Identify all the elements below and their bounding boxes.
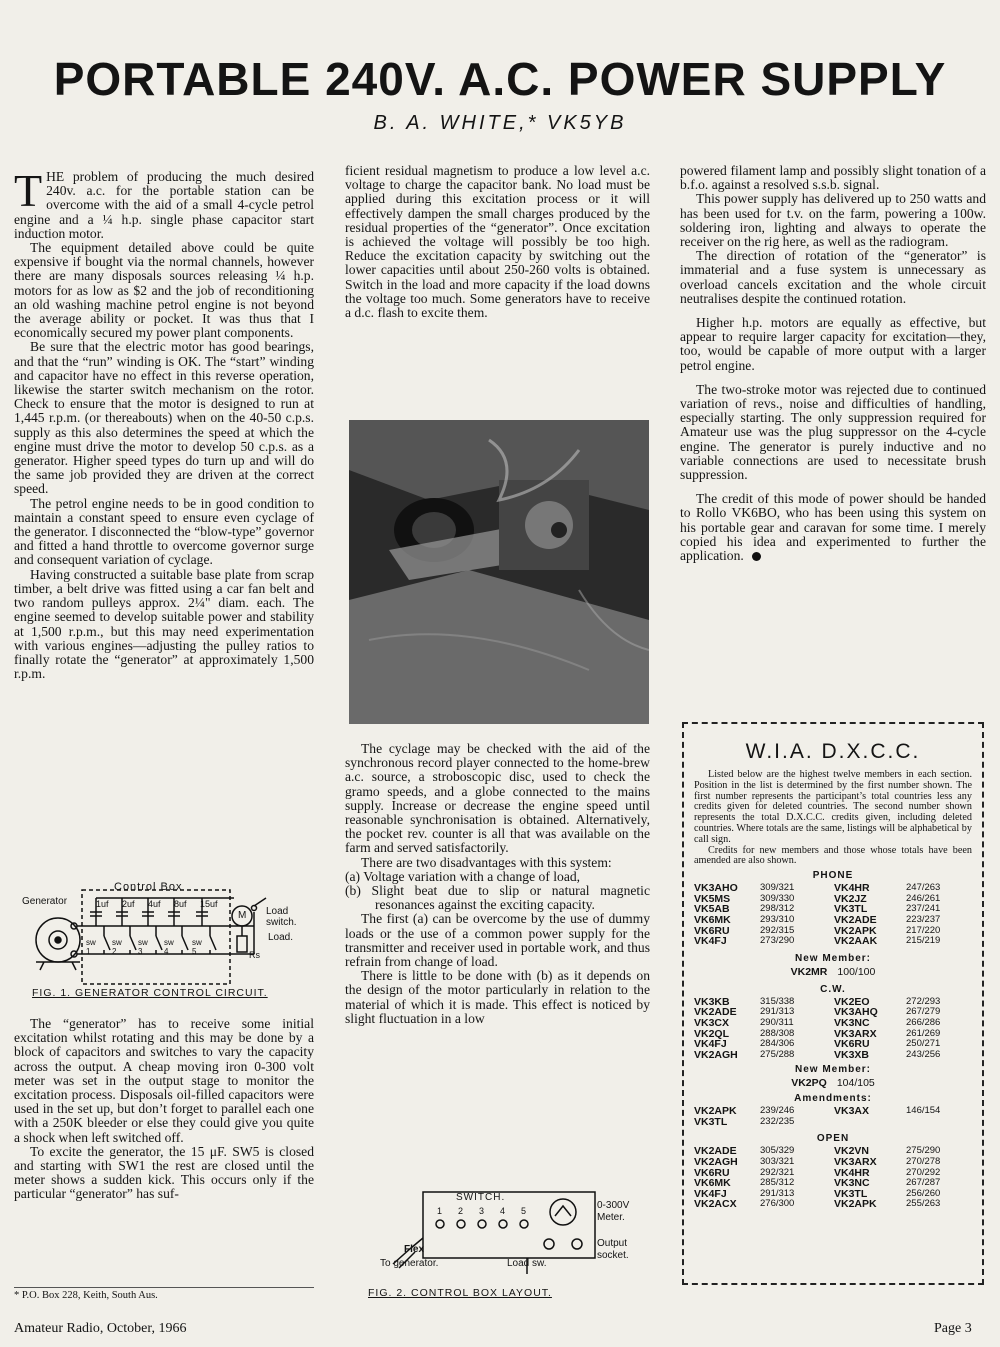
call-sign: VK3ARX bbox=[834, 1156, 877, 1169]
call-sign: VK5AB bbox=[694, 903, 730, 916]
paragraph: The petrol engine needs to be in good condition to maintain a constant speed to ensure even cyclage of the generator. I disconnected the “blow-type” governor and fitted a hand throttle to overcome governor surge and consequent variation of cyclage. bbox=[14, 495, 314, 568]
score: 270/292 bbox=[906, 1166, 941, 1178]
score: 270/278 bbox=[906, 1156, 941, 1168]
call-sign: VK2QL bbox=[694, 1027, 730, 1040]
paragraph: There are two disadvantages with this system: bbox=[361, 854, 612, 870]
score: 285/312 bbox=[760, 1177, 795, 1189]
score: 293/310 bbox=[760, 913, 795, 925]
dxcc-row bbox=[694, 1199, 972, 1210]
paragraph: The cyclage may be checked with the aid of the synchronous record player connected to the home-brew a.c. source, a stroboscopic disc, used to check the gramo speeds, and a globe connected to the mains supply. Increase or decrease the engine speed until reasonable synchronisation is obtained. Alternatively, the pocket rev. counter is all that was available on the farm and served satisfactorily. bbox=[345, 741, 650, 856]
score: 315/338 bbox=[760, 995, 795, 1007]
call-sign: VK4HR bbox=[834, 882, 870, 895]
call-sign: VK2AGH bbox=[694, 1048, 738, 1061]
score: 267/279 bbox=[906, 1006, 941, 1018]
dxcc-section-heading: PHONE bbox=[812, 870, 854, 882]
call-sign: VK2ADE bbox=[694, 1006, 737, 1019]
call-sign: VK3TL bbox=[694, 1115, 728, 1128]
call-sign: VK6RU bbox=[694, 924, 730, 937]
score: 266/286 bbox=[906, 1016, 941, 1028]
score: 284/306 bbox=[760, 1038, 795, 1050]
fig1-cap-label: 2uf bbox=[122, 899, 135, 909]
call-sign: VK6MK bbox=[694, 1177, 731, 1190]
score: 276/300 bbox=[760, 1198, 795, 1210]
score: 217/220 bbox=[906, 924, 941, 936]
fig2-output-label: Output socket. bbox=[597, 1238, 629, 1261]
dxcc-table-open bbox=[694, 1146, 972, 1210]
fig1-box-label: Control Box bbox=[114, 881, 183, 893]
fig2-switch-number: 3 bbox=[479, 1206, 485, 1216]
score: 256/260 bbox=[906, 1187, 941, 1199]
footer-page-number: Page 3 bbox=[934, 1321, 972, 1336]
score: 309/330 bbox=[760, 892, 795, 904]
engine-photo bbox=[349, 420, 649, 724]
dxcc-section-heading: OPEN bbox=[816, 1133, 850, 1145]
column-1 bbox=[14, 165, 314, 682]
score: 275/288 bbox=[760, 1048, 795, 1060]
dxcc-subheading: New Member: bbox=[794, 1064, 871, 1076]
article-title: PORTABLE 240V. A.C. POWER SUPPLY bbox=[53, 53, 947, 105]
column-2 bbox=[345, 164, 650, 320]
fig1-switch-label: sw 1 bbox=[86, 938, 96, 956]
score: 273/290 bbox=[760, 935, 795, 947]
dxcc-row bbox=[694, 915, 972, 926]
paragraph: ficient residual magnetism to produce a low level a.c. voltage to charge the capacitor bank. No load must be applied during this excitation process or it will effectively dampen the small charges produced by the residual properties of the “generator”. Once excitation is achieved the voltage will possibly be too high. Reduce the excitation capacity by switching out the lower capacities until about 250-260 volts is obtained. Switch in the load and more capacity if the load downs the voltage too much. Some generators have to receive a d.c. flash to excite them. bbox=[345, 163, 650, 321]
score: 232/235 bbox=[760, 1115, 795, 1127]
fig1-load-label: Load. bbox=[268, 932, 294, 943]
list-item: (b) Slight beat due to slip or natural magnetic resonances against the exciting capacity. bbox=[345, 883, 650, 913]
score: 239/246 bbox=[760, 1105, 795, 1117]
score: 261/269 bbox=[906, 1027, 941, 1039]
score bbox=[906, 1117, 966, 1128]
score: 291/313 bbox=[760, 1187, 795, 1199]
call-sign: VK2ADE bbox=[834, 913, 877, 926]
call-sign: VK2ACX bbox=[694, 1198, 737, 1211]
call-sign: VK2EO bbox=[834, 995, 870, 1008]
fig2-caption: FIG. 2. CONTROL BOX LAYOUT. bbox=[368, 1287, 552, 1299]
call-sign: VK2APK bbox=[694, 1105, 737, 1118]
call-sign: VK3NC bbox=[834, 1016, 870, 1029]
call-sign: VK2VN bbox=[834, 1145, 870, 1158]
paragraph: THE problem of producing the much desired 240v. a.c. for the portable station can be overcome with the aid of a small 4-cycle petrol engine and a ¼ h.p. single phase capacitor start induction motor. bbox=[14, 165, 314, 241]
score: 223/237 bbox=[906, 913, 941, 925]
dxcc-subheading: Amendments: bbox=[794, 1093, 872, 1105]
fig1-switch-label: sw 5 bbox=[192, 938, 202, 956]
paragraph: Be sure that the electric motor has good bearings, and that the “run” winding is OK. The “start” winding and capacitor have no effect in this reverse operation, likewise the starter switch mechanism on the rotor. Check to ensure that the motor is designed to run at 1,445 r.p.m. (or thereabouts) when on the 40-50 c.p.s. supply as this also determines the speed at which the engine must drive the motor to develop 50 c.p.s. as a generator. Higher speed types do turn up and will do the same job provided they are driven at the correct speed. bbox=[14, 339, 314, 497]
dxcc-subheading: New Member: bbox=[794, 952, 871, 964]
call-sign: VK2ADE bbox=[694, 1145, 737, 1158]
paragraph: The credit of this mode of power should be handed to Rollo VK6BO, who has been using this system on his portable gear and caravan for some time. I merely copied his idea and experimented to further the application. bbox=[680, 491, 986, 564]
footnote: * P.O. Box 228, Keith, South Aus. bbox=[14, 1287, 314, 1301]
call-sign: VK2APK bbox=[834, 924, 877, 937]
end-mark bbox=[752, 552, 761, 561]
call-sign: VK3AHO bbox=[694, 882, 738, 895]
score: 255/263 bbox=[906, 1198, 941, 1210]
fig1-caption: FIG. 1. GENERATOR CONTROL CIRCUIT. bbox=[32, 987, 268, 999]
fig1-cap-label: 1uf bbox=[96, 899, 109, 909]
score: 267/287 bbox=[906, 1177, 941, 1189]
fig2-switch-number: 4 bbox=[500, 1206, 506, 1216]
call-sign: VK6MK bbox=[694, 913, 731, 926]
dxcc-table-phone bbox=[694, 883, 972, 947]
score: 298/312 bbox=[760, 903, 795, 915]
article-byline: B. A. WHITE,* VK5YB bbox=[373, 112, 627, 134]
call-sign: VK2AAK bbox=[834, 935, 878, 948]
call-sign: VK3CX bbox=[694, 1016, 730, 1029]
paragraph: powered filament lamp and possibly slight tonation of a b.f.o. against a resolved s.s.b. signal. bbox=[680, 163, 986, 193]
fig2-flex-label: Flex bbox=[404, 1244, 425, 1255]
score: 305/329 bbox=[760, 1145, 795, 1157]
call-sign: VK6RU bbox=[694, 1166, 730, 1179]
dxcc-intro: Listed below are the highest twelve members in each section. Position in the list is determined by the first number shown. The first number represents the participant’s total countries less any credits given for deleted countries. The second number shown represents the total D.X.C.C. credits given, including deleted countries. Where totals are the same, listings will be alphabetical by call sign. bbox=[694, 769, 972, 845]
score: 146/154 bbox=[906, 1105, 941, 1117]
score: 292/315 bbox=[760, 924, 795, 936]
dxcc-table-amendments bbox=[694, 1106, 972, 1127]
call-sign: VK2AGH bbox=[694, 1156, 738, 1169]
call-sign: VK2JZ bbox=[834, 892, 867, 905]
dxcc-new-member: VK2PQ 104/105 bbox=[791, 1077, 875, 1090]
dxcc-title: W.I.A. D.X.C.C. bbox=[745, 740, 921, 763]
dxcc-row bbox=[694, 936, 972, 947]
score: 291/313 bbox=[760, 1006, 795, 1018]
drop-cap: T bbox=[14, 165, 43, 216]
paragraph: The two-stroke motor was rejected due to continued variation of revs., noise and difficulties of handling, especially starting. The only suppression required for Amateur use was the plug suppressor on the 4-cycle engine. The generator is purely inductive and no variable connections are used to necessitate brush suppression. bbox=[680, 381, 986, 483]
footer-publication: Amateur Radio, October, 1966 bbox=[14, 1321, 187, 1336]
paragraph: The first (a) can be overcome by the use of dummy loads or the use of a common power supply for the transmitter and receiver used in portable work, and thus refrain from change of load. bbox=[345, 911, 650, 970]
paragraph: The direction of rotation of the “generator” is immaterial and a fuse system is unnecessary as overload cancels excitation and the whole circuit neutralises despite the continued rotation. bbox=[680, 248, 986, 306]
fig2-to-generator-label: To generator. bbox=[380, 1258, 439, 1269]
score: 309/321 bbox=[760, 882, 795, 894]
fig2-switch-number: 5 bbox=[521, 1206, 527, 1216]
fig1-motor-label: M bbox=[238, 910, 247, 921]
score: 272/293 bbox=[906, 995, 941, 1007]
paragraph: Higher h.p. motors are equally as effective, but appear to require larger capacity for excitation—they, too, would be capable of more output with a larger petrol engine. bbox=[680, 315, 986, 373]
call-sign: VK2APK bbox=[834, 1198, 877, 1211]
fig2-switch-label: SWITCH. bbox=[456, 1192, 506, 1203]
call-sign: VK5MS bbox=[694, 892, 731, 905]
call-sign: VK3AX bbox=[834, 1105, 870, 1118]
fig2-switch-number: 1 bbox=[437, 1206, 443, 1216]
fig1-resistor-label: Rs bbox=[249, 950, 260, 960]
column-3 bbox=[680, 164, 986, 563]
dxcc-row bbox=[694, 1018, 972, 1029]
engine-photo-image bbox=[349, 420, 649, 724]
score: 292/321 bbox=[760, 1166, 795, 1178]
score: 215/219 bbox=[906, 935, 941, 947]
call-sign: VK4FJ bbox=[694, 935, 727, 948]
fig1-cap-label: 15uf bbox=[200, 899, 218, 909]
fig1-switch-label: sw 4 bbox=[164, 938, 174, 956]
dxcc-row bbox=[694, 1106, 972, 1117]
call-sign: VK4FJ bbox=[694, 1038, 727, 1051]
score: 246/261 bbox=[906, 892, 941, 904]
paragraph: The equipment detailed above could be quite expensive if bought via the normal channels, however there are many disposals sources releasing ¼ h.p. motors for as low as $2 and the job of reconditioning an old washing machine petrol engine is not beyond the average ability or pocket. It was thus that I economically secured my power plant components. bbox=[14, 240, 314, 341]
call-sign: VK6RU bbox=[834, 1038, 870, 1051]
fig1-switch-label: sw 3 bbox=[138, 938, 148, 956]
call-sign: VK3KB bbox=[694, 995, 730, 1008]
call-sign: VK3TL bbox=[834, 1187, 868, 1200]
score: 247/263 bbox=[906, 882, 941, 894]
paragraph: To excite the generator, the 15 μF. SW5 is closed and starting with SW1 the rest are closed until the meter shows a sudden kick. This occurs only if the particular “generator” has suf- bbox=[14, 1143, 314, 1202]
call-sign: VK4FJ bbox=[694, 1187, 727, 1200]
list-item: (a) Voltage variation with a change of load, bbox=[345, 868, 581, 884]
call-sign: VK3TL bbox=[834, 903, 868, 916]
paragraph: The “generator” has to receive some initial excitation whilst rotating and this may be done by a block of capacitors and switches to vary the capacity across the output. A cheap moving iron 0-300 volt meter was set in the output stage to monitor the excitation process. Disposals oil-filled capacitors were used in the set up, but don’t forget to parallel each one with a 250K bleeder or else they could give you quite a shock when left switched off. bbox=[14, 1016, 314, 1145]
paragraph: Having constructed a suitable base plate from scrap timber, a belt drive was fitted using a car fan belt and two random pulleys approx. 2¼" diam. each. The engine seemed to develop suitable power and stability at 1,500 r.p.m., but this may need experimentation with various engines—adjusting the pulley ratios to finally rotate the “generator” at approximately 1,500 r.p.m. bbox=[14, 566, 314, 682]
fig1-load-switch-label: Load switch. bbox=[266, 906, 297, 928]
paragraph: This power supply has delivered up to 250 watts and has been used for t.v. on the farm, powering a 100w. soldering iron, lighting and always to operate the receiver on the rig here, as well as the radiogram. bbox=[680, 191, 986, 250]
fig1-cap-label: 8uf bbox=[174, 899, 187, 909]
score: 243/256 bbox=[906, 1048, 941, 1060]
dxcc-row bbox=[694, 1050, 972, 1061]
call-sign: VK3AHQ bbox=[834, 1006, 878, 1019]
fig2-load-sw-label: Load sw. bbox=[507, 1258, 547, 1269]
fig2-switch-number: 2 bbox=[458, 1206, 464, 1216]
column-2-continued bbox=[345, 742, 650, 1026]
score: 237/241 bbox=[906, 903, 941, 915]
call-sign: VK3NC bbox=[834, 1177, 870, 1190]
dxcc-new-member: VK2MR 100/100 bbox=[790, 965, 876, 978]
column-1-continued bbox=[14, 1017, 314, 1202]
fig1-switch-label: sw 2 bbox=[112, 938, 122, 956]
dxcc-listing-box bbox=[682, 722, 984, 1285]
dxcc-intro: Credits for new members and those whose totals have been amended are also shown. bbox=[694, 844, 972, 867]
dxcc-section-heading: C.W. bbox=[820, 983, 846, 995]
dxcc-row bbox=[694, 1117, 972, 1128]
call-sign: VK4HR bbox=[834, 1166, 870, 1179]
score: 290/311 bbox=[760, 1016, 794, 1028]
call-sign: VK3ARX bbox=[834, 1027, 877, 1040]
fig2-meter-label: 0-300V Meter. bbox=[597, 1200, 630, 1223]
fig1-generator-label: Generator bbox=[22, 896, 68, 907]
score: 303/321 bbox=[760, 1156, 795, 1168]
score: 275/290 bbox=[906, 1145, 941, 1157]
fig1-cap-label: 4uf bbox=[148, 899, 161, 909]
call-sign bbox=[834, 1117, 906, 1128]
score: 250/271 bbox=[906, 1038, 941, 1050]
score: 288/308 bbox=[760, 1027, 795, 1039]
call-sign: VK3XB bbox=[834, 1048, 870, 1061]
dxcc-table-cw bbox=[694, 997, 972, 1061]
paragraph: There is little to be done with (b) as it depends on the design of the motor particularly in relation to the material of which it is made. This effect is noticed by slight fluctuation in a low bbox=[345, 968, 650, 1026]
